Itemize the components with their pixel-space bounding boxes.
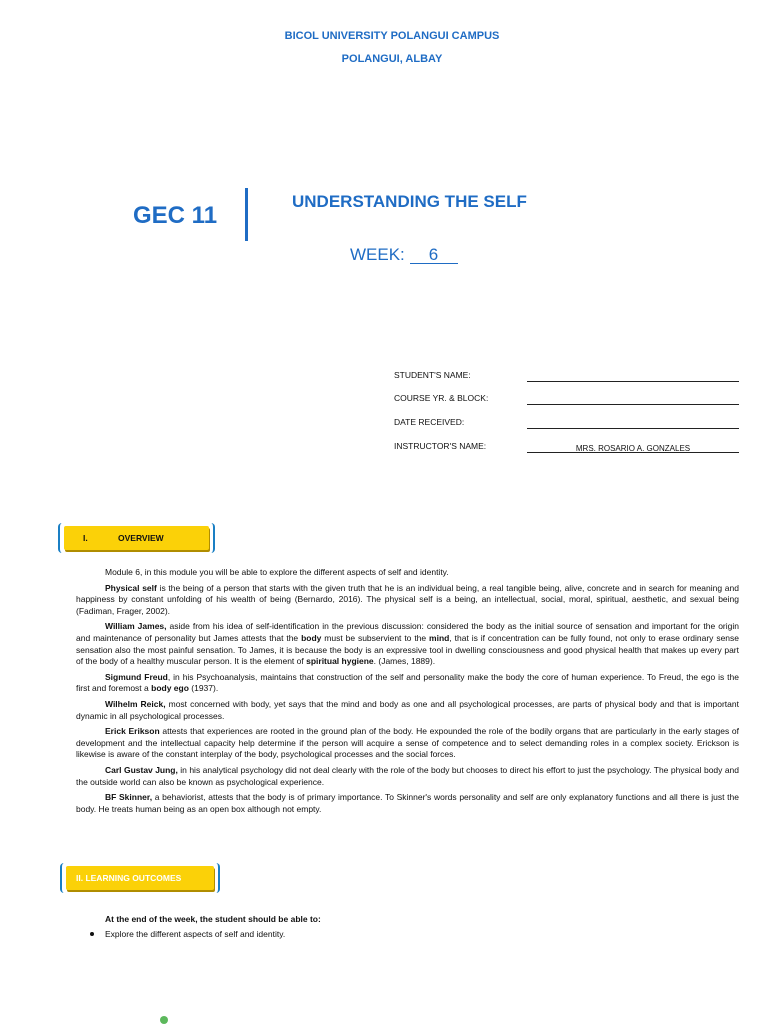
student-name-field[interactable] bbox=[527, 373, 739, 382]
overview-intro: Module 6, in this module you will be able to explore the different aspects of self and identity. bbox=[105, 567, 449, 577]
instructor-label: INSTRUCTOR'S NAME: bbox=[394, 441, 487, 451]
week-label: WEEK: bbox=[350, 245, 405, 264]
paragraph-carl-jung: Carl Gustav Jung, in his analytical psychology did not deal clearly with the role of the body but chooses to direct his effort to just the psychology. The physical body and the outside world can also be known as psychological experience. bbox=[76, 764, 740, 787]
name-sigmund-freud: Sigmund Freud bbox=[105, 671, 168, 682]
outcomes-heading: At the end of the week, the student should be able to: bbox=[105, 914, 321, 924]
paragraph-william-james: William James, aside from his idea of self-identification in the previous discussion: considered the body as the initial source of sensation and important for the origin and maintenance of personality but James attests that the body must be subservient to the mind, that is if concentration can be fully found, not only to erase ordinary sense sensation also the most painful sensation. To James, it is because the body is an expressive tool in dwelling consciousness and good physical health that makes up every part of the body of a healthy muscular person. It is the element of spiritual hygiene. (James, 1889). bbox=[76, 621, 740, 667]
name-erick-erikson: Erick Erikson bbox=[105, 726, 160, 737]
term-physical-self: Physical self bbox=[105, 582, 157, 593]
paragraph-erick-erikson: Erick Erikson attests that experiences are rooted in the ground plan of the body. He expounded the role of the bodily organs that are particularly in the early stages of development and the intellectual capacity help determine if the person will acquire a sense of competence and to select demanding roles in a complex society. Erickson is likewise is aware of the constant interplay of the body, psychological processes and the social forces. bbox=[76, 726, 739, 760]
decorative-bullet-icon bbox=[160, 1016, 168, 1024]
overview-banner bbox=[64, 526, 209, 550]
university-location: POLANGUI, ALBAY bbox=[341, 53, 443, 65]
name-william-james: William James, bbox=[105, 621, 167, 632]
overview-banner-num: I. bbox=[83, 533, 88, 543]
name-carl-jung: Carl Gustav Jung, bbox=[105, 764, 178, 775]
name-wilhelm-reick: Wilhelm Reick, bbox=[105, 698, 166, 709]
paragraph-wilhelm-reick: Wilhelm Reick, most concerned with body, yet says that the mind and body as one and all psychological processes, are parts of physical body and that is important dynamic in all psychological processes. bbox=[76, 698, 739, 721]
student-name-label: STUDENT'S NAME: bbox=[394, 370, 471, 380]
form-row-instructor bbox=[394, 441, 740, 455]
name-bf-skinner: BF Skinner, bbox=[105, 792, 153, 803]
paragraph-sigmund-freud: Sigmund Freud, in his Psychoanalysis, maintains that construction of the self and personality make the body the core of human experience. To Freud, the ego is the first and foremost a body ego (1937). bbox=[76, 671, 739, 694]
title-divider bbox=[245, 188, 248, 241]
course-title: UNDERSTANDING THE SELF bbox=[292, 192, 527, 211]
overview-banner-label bbox=[64, 526, 209, 550]
learning-outcomes-banner-label: II. LEARNING OUTCOMES bbox=[76, 873, 182, 883]
instructor-value: MRS. ROSARIO A. GONZALES bbox=[527, 444, 739, 453]
paragraph-physical-self: Physical self is the being of a person that starts with the given truth that he is an individual being, a real tangible being, alive, concrete and in search for meaning and happiness by constant unfolding of his wealth of being (Bernardo, 2016). The physical self is a being, an intellectual, social, moral, spiritual, aesthetic, and sexual being (Fadiman, Frager, 2002). bbox=[76, 582, 739, 616]
overview-body bbox=[76, 567, 739, 819]
week-value: 6 bbox=[410, 246, 458, 264]
university-name: BICOL UNIVERSITY POLANGUI CAMPUS bbox=[284, 30, 500, 42]
course-code: GEC 11 bbox=[133, 202, 218, 229]
list-item: Explore the different aspects of self and identity. bbox=[90, 928, 285, 940]
outcomes-list bbox=[90, 928, 285, 940]
date-received-label: DATE RECEIVED: bbox=[394, 417, 465, 427]
date-received-field[interactable] bbox=[527, 420, 739, 429]
overview-banner-title: OVERVIEW bbox=[118, 533, 164, 543]
form-row-student-name bbox=[394, 370, 740, 384]
paragraph-bf-skinner: BF Skinner, a behaviorist, attests that the body is of primary importance. To Skinner's words personality and self are only explanatory functions and all there is just the body. He treats human being as an open box although not empty. bbox=[76, 792, 739, 814]
form-row-course-block bbox=[394, 393, 740, 407]
week-indicator bbox=[350, 245, 458, 265]
course-block-label: COURSE YR. & BLOCK: bbox=[394, 393, 489, 403]
course-block-field[interactable] bbox=[527, 396, 739, 405]
form-row-date-received bbox=[394, 417, 740, 431]
learning-outcomes-banner bbox=[66, 866, 214, 890]
